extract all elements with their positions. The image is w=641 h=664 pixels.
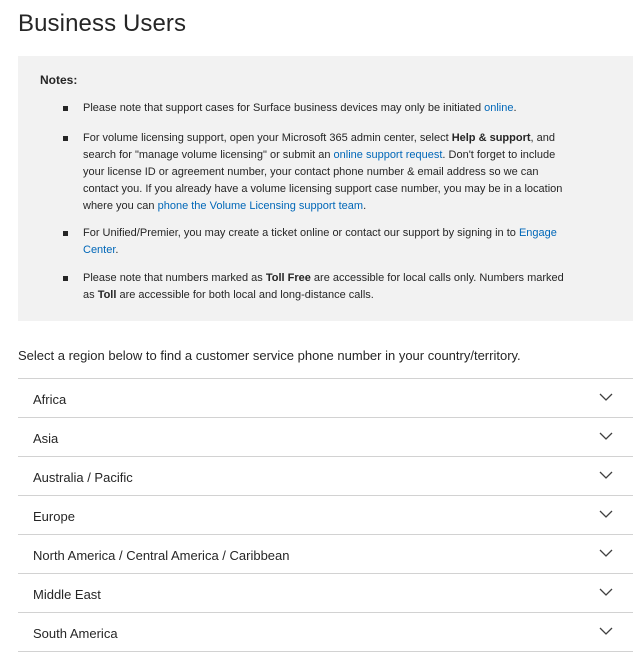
note-bold-text: Help & support: [451, 132, 531, 144]
chevron-down-icon: [599, 392, 613, 402]
online-link[interactable]: online: [484, 102, 514, 114]
region-item-africa[interactable]: [18, 379, 633, 418]
note-text: For Unified/Premier, you may create a ticket online or contact our support by signing in to: [83, 227, 519, 239]
chevron-down-icon: [599, 431, 613, 441]
volume-licensing-phone-link[interactable]: phone the Volume Licensing support team: [157, 200, 364, 212]
note-text: are accessible for local calls only. Numbers marked as: [83, 272, 564, 301]
note-text: are accessible for both local and long-distance calls.: [116, 289, 374, 301]
region-label: South America: [33, 626, 118, 641]
note-text: Please note that numbers marked as: [83, 272, 266, 284]
note-item-toll: [83, 270, 573, 304]
region-item-middle-east[interactable]: [18, 574, 633, 613]
chevron-down-icon: [599, 470, 613, 480]
note-text: , and search for "manage volume licensing" or submit an: [83, 132, 555, 161]
notes-panel: [18, 56, 633, 321]
region-accordion: [18, 378, 633, 652]
chevron-down-icon: [599, 548, 613, 558]
bullet-icon: [63, 106, 68, 111]
region-label: Australia / Pacific: [33, 470, 133, 485]
note-text: .: [363, 200, 367, 212]
region-item-south-america[interactable]: [18, 613, 633, 652]
bullet-icon: [63, 231, 68, 236]
region-item-europe[interactable]: [18, 496, 633, 535]
engage-center-link[interactable]: Engage Center: [83, 227, 557, 256]
bullet-icon: [63, 136, 68, 141]
region-item-asia[interactable]: [18, 418, 633, 457]
note-text: .: [115, 244, 119, 256]
note-text: . Don't forget to include your license ID or agreement number, your contact phone number & email address so we can contact you. If you already have a volume licensing support case number, you may be in a location where you can: [83, 149, 563, 212]
region-label: Middle East: [33, 587, 101, 602]
online-support-request-link[interactable]: online support request: [333, 149, 443, 161]
page-title: Business Users: [18, 10, 187, 37]
note-bold-text: Toll: [97, 289, 117, 301]
region-item-australia-pacific[interactable]: [18, 457, 633, 496]
note-bold-text: Toll Free: [265, 272, 311, 284]
region-intro-text: Select a region below to find a customer service phone number in your country/territory.: [18, 348, 521, 363]
region-label: North America / Central America / Caribbean: [33, 548, 290, 563]
region-item-north-america[interactable]: [18, 535, 633, 574]
note-item-volume-licensing: [83, 130, 573, 215]
chevron-down-icon: [599, 587, 613, 597]
note-item-surface: [83, 100, 573, 117]
note-text: For volume licensing support, open your Microsoft 365 admin center, select: [83, 132, 452, 144]
chevron-down-icon: [599, 509, 613, 519]
note-text: .: [513, 102, 517, 114]
chevron-down-icon: [599, 626, 613, 636]
notes-title: Notes:: [40, 73, 78, 87]
bullet-icon: [63, 276, 68, 281]
note-text: Please note that support cases for Surface business devices may only be initiated: [83, 102, 485, 114]
region-label: Asia: [33, 431, 59, 446]
region-label: Africa: [33, 392, 67, 407]
note-item-unified-premier: [83, 225, 573, 259]
region-label: Europe: [33, 509, 75, 524]
